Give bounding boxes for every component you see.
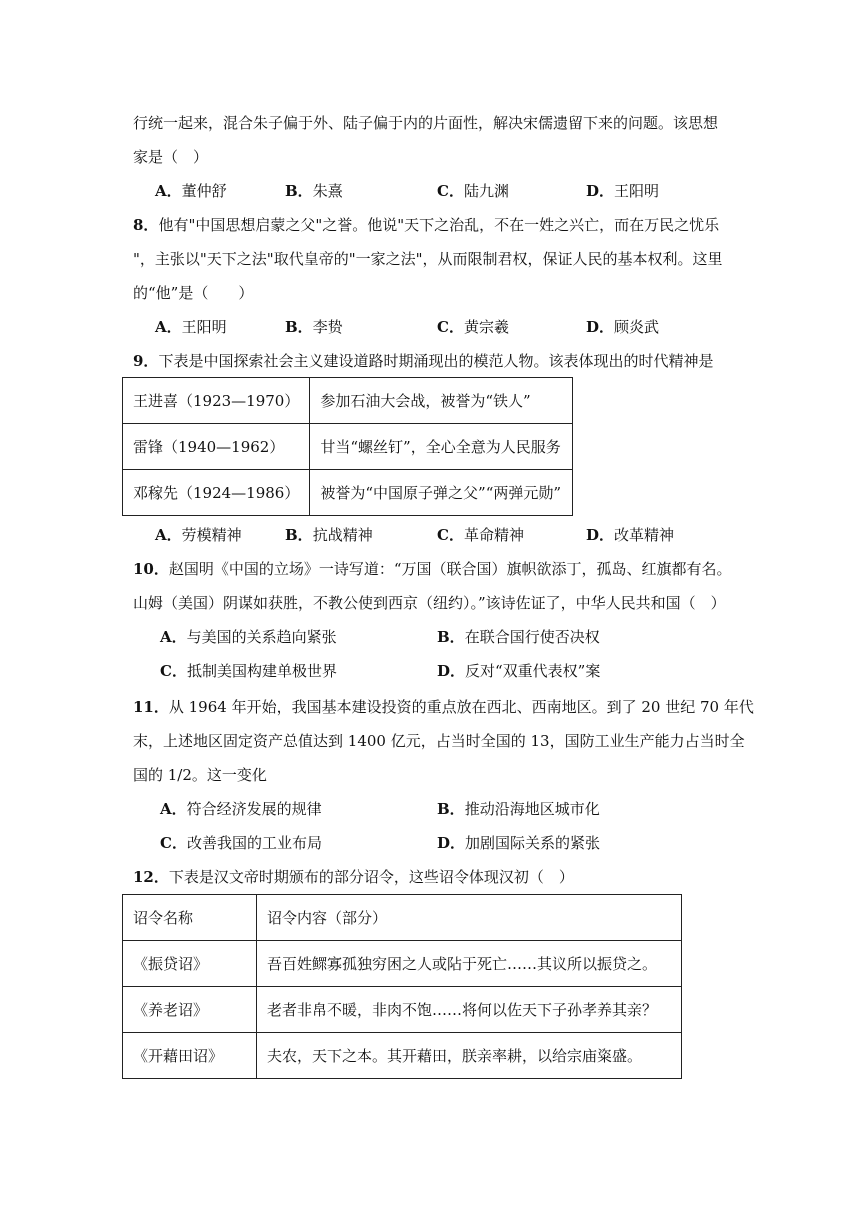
q10-option-d <box>437 660 600 682</box>
question-number: 10． <box>133 560 169 578</box>
option-text: 改革精神 <box>614 526 675 544</box>
q8-option-b <box>285 316 343 338</box>
option-text: 劳模精神 <box>181 526 242 544</box>
table-row <box>123 470 573 516</box>
q12-table <box>122 894 682 1079</box>
option-text: 推动沿海地区城市化 <box>464 800 600 818</box>
q7-line-1: 行统一起来，混合朱子偏于外、陆子偏于内的片面性，解决宋儒遗留下来的问题。该思想 <box>133 114 719 132</box>
table-cell: 诏令名称 <box>123 895 257 941</box>
q11-option-b <box>437 798 600 820</box>
option-letter: A． <box>155 318 182 336</box>
option-letter: D． <box>586 182 615 200</box>
table-row <box>123 941 682 987</box>
option-text: 陆九渊 <box>463 182 509 200</box>
table-cell: 《开藉田诏》 <box>123 1033 257 1079</box>
option-text: 革命精神 <box>463 526 524 544</box>
q9-option-b <box>285 524 373 546</box>
option-letter: C． <box>437 526 464 544</box>
option-text: 加剧国际关系的紧张 <box>465 834 601 852</box>
q7-line-2: 家是（ ） <box>133 148 209 166</box>
option-text: 董仲舒 <box>181 182 227 200</box>
option-text: 王阳明 <box>614 182 660 200</box>
question-number: 8． <box>133 216 159 234</box>
q8-option-d <box>586 316 659 338</box>
table-cell: 吾百姓鳏寡孤独穷困之人或阽于死亡……其议所以振贷之。 <box>257 941 682 987</box>
q7-option-c <box>437 180 509 202</box>
q11-line-3: 国的 1/2。这一变化 <box>133 766 267 784</box>
option-text: 改善我国的工业布局 <box>186 834 322 852</box>
q11-option-a <box>160 798 322 820</box>
option-letter: A． <box>155 182 182 200</box>
q7-option-b <box>285 180 343 202</box>
option-letter: A． <box>155 526 182 544</box>
option-letter: C． <box>437 182 464 200</box>
option-text: 李贽 <box>312 318 343 336</box>
option-letter: B． <box>285 318 313 336</box>
q8-option-c <box>437 316 509 338</box>
option-letter: A． <box>160 800 187 818</box>
option-letter: D． <box>586 526 615 544</box>
table-cell: 参加石油大会战，被誉为“铁人” <box>310 378 573 424</box>
q8-line-2: "，主张以"天下之法"取代皇帝的"一家之法"，从而限制君权，保证人民的基本权利。这里 <box>133 250 723 268</box>
option-letter: B． <box>437 800 465 818</box>
option-letter: B． <box>285 182 313 200</box>
option-letter: D． <box>586 318 615 336</box>
option-letter: C． <box>160 662 187 680</box>
q11-line-2: 末，上述地区固定资产总值达到 1400 亿元，占当时全国的 13，国防工业生产能力占当时全 <box>133 732 745 750</box>
q11-option-d <box>437 832 600 854</box>
table-cell: 邓稼先（1924—1986） <box>123 470 310 516</box>
q8-line-1 <box>133 214 719 236</box>
q10-option-b <box>437 626 600 648</box>
option-text: 黄宗羲 <box>463 318 509 336</box>
table-cell: 诏令内容（部分） <box>257 895 682 941</box>
table-cell: 甘当“螺丝钉”，全心全意为人民服务 <box>310 424 573 470</box>
q10-line-2: 山姆（美国）阴谋如获胜，不教公使到西京（纽约）。”该诗佐证了，中华人民共和国（ ） <box>133 594 726 612</box>
table-row <box>123 378 573 424</box>
question-number: 9． <box>133 352 159 370</box>
option-text: 符合经济发展的规律 <box>186 800 322 818</box>
table-cell: 王进喜（1923—1970） <box>123 378 310 424</box>
q8-line-3: 的“他”是（ ） <box>133 284 254 302</box>
option-letter: A． <box>160 628 187 646</box>
q10-option-a <box>160 626 337 648</box>
table-cell: 《振贷诏》 <box>123 941 257 987</box>
table-row <box>123 1033 682 1079</box>
q11-line-1 <box>133 696 754 718</box>
table-row <box>123 895 682 941</box>
q10-text-1: 赵国明《中国的立场》一诗写道：“万国（联合国）旗帜欲添丁，孤岛、红旗都有名。 <box>168 560 732 578</box>
q8-option-a <box>155 316 227 338</box>
table-row <box>123 987 682 1033</box>
q10-option-c <box>160 660 337 682</box>
table-cell: 雷锋（1940—1962） <box>123 424 310 470</box>
q7-option-a <box>155 180 227 202</box>
option-text: 抵制美国构建单极世界 <box>186 662 337 680</box>
q9-line-1 <box>133 350 713 372</box>
q11-text-1: 从 1964 年开始，我国基本建设投资的重点放在西北、西南地区。到了 20 世纪 70 年代 <box>168 698 754 716</box>
q12-text-1: 下表是汉文帝时期颁布的部分诏令，这些诏令体现汉初（ ） <box>168 868 574 886</box>
option-letter: B． <box>437 628 465 646</box>
option-letter: B． <box>285 526 313 544</box>
q9-table <box>122 377 573 516</box>
q9-option-d <box>586 524 674 546</box>
q7-option-d <box>586 180 659 202</box>
table-cell: 《养老诏》 <box>123 987 257 1033</box>
table-cell: 老者非帛不暖，非肉不饱……将何以佐天下子孙孝养其亲？ <box>257 987 682 1033</box>
option-letter: D． <box>437 662 466 680</box>
q8-text-1: 他有"中国思想启蒙之父"之誉。他说"天下之治乱，不在一姓之兴亡，而在万民之忧乐 <box>158 216 720 234</box>
table-row <box>123 424 573 470</box>
option-text: 顾炎武 <box>614 318 660 336</box>
q10-line-1 <box>133 558 732 580</box>
table-cell: 夫农，天下之本。其开藉田，朕亲率耕，以给宗庙粢盛。 <box>257 1033 682 1079</box>
q9-option-a <box>155 524 242 546</box>
option-text: 朱熹 <box>312 182 343 200</box>
option-letter: C． <box>437 318 464 336</box>
question-number: 12． <box>133 868 169 886</box>
q9-option-c <box>437 524 524 546</box>
option-text: 在联合国行使否决权 <box>464 628 600 646</box>
option-text: 反对“双重代表权”案 <box>465 662 601 680</box>
option-letter: D． <box>437 834 466 852</box>
q11-option-c <box>160 832 322 854</box>
option-letter: C． <box>160 834 187 852</box>
option-text: 王阳明 <box>181 318 227 336</box>
table-cell: 被誉为“中国原子弹之父”“两弹元勋” <box>310 470 573 516</box>
q12-line-1 <box>133 866 574 888</box>
option-text: 与美国的关系趋向紧张 <box>186 628 337 646</box>
question-number: 11． <box>133 698 169 716</box>
q9-text-1: 下表是中国探索社会主义建设道路时期涌现出的模范人物。该表体现出的时代精神是 <box>158 352 714 370</box>
option-text: 抗战精神 <box>312 526 373 544</box>
